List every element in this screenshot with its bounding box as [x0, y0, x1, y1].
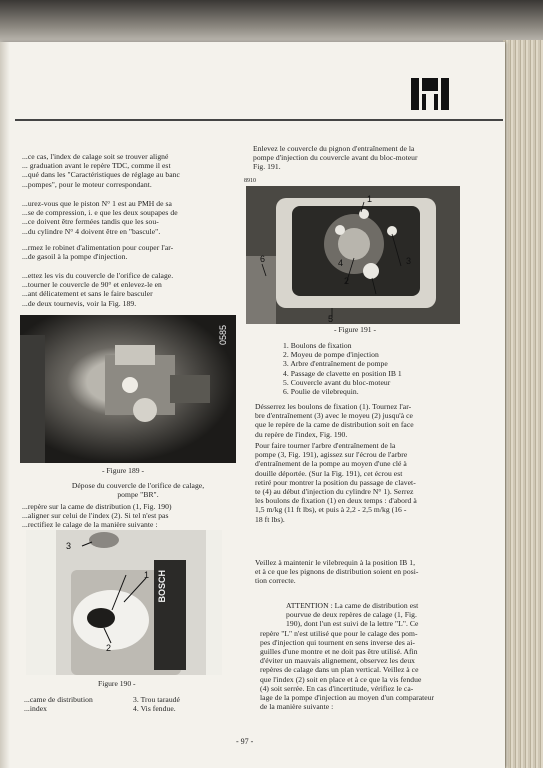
figure-191-code: 8910 — [244, 178, 256, 184]
left-paragraph-1: ...ce cas, l'index de calage soit se trouver aligné ... graduation avant le repère TDC, comme il est ...qué dans les "Caractéristiques de réglage au banc ...pompes", pour le moteur correspondant. — [22, 152, 180, 189]
list-item: 5. Couvercle avant du bloc-moteur — [283, 377, 391, 387]
header-rule — [15, 119, 503, 121]
figure-191-label-4: 4 — [338, 258, 344, 268]
right-paragraph-2: Désserrez les boulons de fixation (1). Tournez l'ar- bre d'entraînement (3) avec le moyeu (2) jusqu'à ce que le repère de la came de distribution soit en face du repère de l'index, Fig. 190. — [255, 402, 414, 439]
figure-190-label-2: 2 — [106, 643, 112, 653]
attention-note: ATTENTION : La came de distribution est pourvue de deux repères de calage (1, Fig. 190), dont l'un est suivi de la lettre "L". Ce repère "L" n'est utilisé que pour le calage des pom- pes d'injection qui tournent en sens inverse des ai- guilles d'une montre et ne doit pas être utilisé. Afin d'éviter un mauvais alignement, observez les deux repères de calage dans un plan vertical. Veillez à ce que l'index (2) soit en place et à ce que la vis fendue (4) soit serrée. En cas d'incertitude, vérifiez le ca- lage de la pompe d'injection au moyen d'un comparateur de la manière suivante : — [260, 601, 435, 712]
figure-191-label-5: 5 — [328, 314, 334, 324]
figure-191-photo — [246, 186, 460, 324]
right-paragraph-1: Enlevez le couvercle du pignon d'entraînement de la pompe d'injection du couvercle avant du bloc-moteur Fig. 191. — [253, 144, 418, 172]
ih-logo — [411, 78, 449, 110]
left-paragraph-5: Dépose du couvercle de l'orifice de calage, pompe "BR". — [71, 481, 205, 500]
figure-191-caption: - Figure 191 - — [334, 325, 376, 334]
figure-191-label-1a: 1 — [367, 194, 373, 204]
list-item: 2. Moyeu de pompe d'injection — [283, 350, 379, 360]
figure-191-legend — [283, 341, 402, 396]
page-number: - 97 - — [236, 737, 254, 746]
scan-top-shadow — [0, 0, 543, 48]
book-page-edges — [503, 40, 543, 768]
figure-190-legend-right: 3. Trou taraudé 4. Vis fendue. — [133, 695, 180, 714]
right-paragraph-4: Veillez à maintenir le vilebrequin à la position IB 1, et à ce que les pignons de distribution soient en posi- tion correcte. — [255, 558, 419, 586]
figure-190-caption: Figure 190 - — [98, 679, 136, 688]
left-paragraph-2: ...urez-vous que le piston N° 1 est au PMH de sa ...se de compression, i. e que les deux soupapes de ...ce doivent être fermées tandis que les sou- ...du cylindre N° 4 doivent être en "bascule". — [22, 199, 178, 236]
list-item: 6. Poulie de vilebrequin. — [283, 387, 359, 397]
list-item: 1. Boulons de fixation — [283, 341, 352, 350]
figure-190-label-3: 3 — [66, 541, 72, 551]
figure-189-code: 0585 — [218, 325, 228, 346]
figure-190-photo — [26, 530, 222, 675]
right-paragraph-3: Pour faire tourner l'arbre d'entraînement de la pompe (3, Fig. 191), agissez sur l'écrou de l'arbre d'entraînement de la pompe au moyen d'une clé à douille déportée. (Sur la Fig. 191), cet écrou est retiré pour montrer la position du passage de clavet- te (4) au début d'injection du cylindre N° 1). Serrez les boulons de fixation (1) en deux temps : d'abord à 1,5 m/kg (11 ft lbs), et puis à 2,2 - 2,5 m/kg (16 - 18 ft lbs). — [255, 441, 417, 524]
figure-189-photo — [20, 315, 236, 463]
list-item: 3. Arbre d'entraînement de pompe — [283, 359, 388, 369]
left-paragraph-4: ...ettez les vis du couvercle de l'orifice de calage. ...tourner le couvercle de 90° et enlevez-le en ...ant délicatement et sans le faire basculer ...de deux tournevis, voir la Fig. 189. — [22, 271, 174, 308]
figure-191-label-2: 2 — [344, 276, 350, 286]
figure-190-brand: BOSCH — [157, 570, 167, 603]
figure-190-legend-left: ...came de distribution ...index — [24, 695, 93, 714]
left-paragraph-6: ...repère sur la came de distribution (1, Fig. 190) ...aligner sur celui de l'index (2). Si tel n'est pas ...rectifiez le calage de la manière suivante : — [22, 502, 172, 530]
figure-191-label-3: 3 — [406, 256, 412, 266]
figure-189-caption: - Figure 189 - — [102, 466, 144, 475]
figure-191-label-6: 6 — [260, 254, 266, 264]
page-gutter — [0, 42, 10, 768]
figure-190-label-1: 1 — [144, 570, 150, 580]
left-paragraph-3: ...rmez le robinet d'alimentation pour couper l'ar- ...de gasoil à la pompe d'injection. — [22, 243, 174, 262]
list-item: 4. Passage de clavette en position IB 1 — [283, 368, 402, 378]
